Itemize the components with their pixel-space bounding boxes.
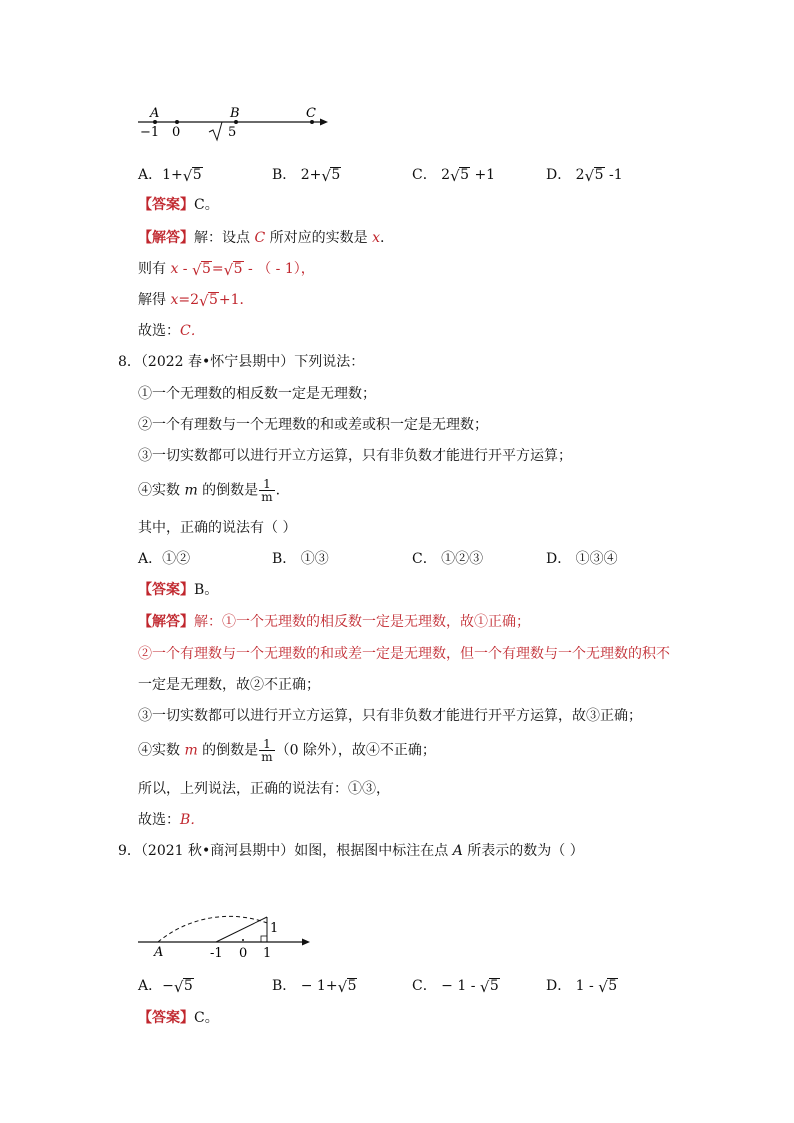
q8-choose: 故选：B．: [138, 812, 205, 828]
tick-minus-one: −1: [140, 125, 160, 140]
sqrt-five-label: 5: [228, 125, 237, 140]
sqrt-symbol: √ 5: [192, 261, 211, 279]
q8-solution-line-1: 【解答】解：①一个无理数的相反数一定是无理数，故①正确；: [138, 614, 530, 630]
q7-option-b: B． 2+ √ 5: [272, 167, 341, 185]
point-a-label: A: [150, 106, 160, 121]
sqrt-symbol: √ 5: [223, 261, 243, 279]
q9-option-a: A．− √ 5: [138, 978, 193, 996]
q7-answer: 【答案】C。: [138, 197, 219, 213]
arc-dashed: [158, 916, 270, 942]
q8-statement-4: ④实数 m 的倒数是 $\frac{1}{m}$ .: [138, 477, 281, 504]
point-b-label: B: [230, 106, 240, 121]
q7-option-a: A．1+ √ 5: [138, 167, 202, 185]
sqrt-symbol: √ 5: [479, 978, 499, 996]
q8-solution-line-2: ②一个有理数与一个无理数的和或差一定是无理数，但一个有理数与一个无理数的积不: [138, 646, 670, 662]
sqrt-symbol: √ 5: [199, 292, 218, 310]
q8-solution-line-5: ④实数 m 的倒数是 $\frac{1}{m}$ （0 除外），故④不正确；: [138, 737, 436, 764]
figure-point-a-label: A: [154, 945, 164, 960]
q8-title: 8．（2022 春•怀宁县期中）下列说法：: [118, 354, 365, 370]
q8-statement-3: ③一切实数都可以进行开立方运算，只有非负数才能进行开平方运算；: [138, 448, 572, 464]
q8-solution-line-6: 所以，上列说法，正确的说法有：①③，: [138, 781, 390, 797]
q9-answer: 【答案】C。: [138, 1010, 219, 1026]
q7-option-d: D． 2 √ 5 -1: [546, 167, 623, 185]
sqrt-symbol: √ 5: [321, 167, 341, 185]
q7-choose: 故选：C．: [138, 323, 205, 339]
sqrt-symbol: √ 5: [598, 978, 618, 996]
fraction: $\frac{1}{m}$: [261, 737, 273, 764]
q9-title: 9．（2021 秋•商河县期中）如图，根据图中标注在点 A 所表示的数为（ ）: [118, 843, 584, 859]
q8-option-a: A．①②: [138, 551, 191, 567]
q9-option-b: B． − 1+ √ 5: [272, 978, 357, 996]
q8-solution-line-4: ③一切实数都可以进行开立方运算，只有非负数才能进行开平方运算，故③正确；: [138, 708, 642, 724]
figure-side-length: 1: [270, 921, 279, 936]
figure-tick-zero: 0: [239, 946, 248, 961]
q8-solution-line-3: 一定是无理数，故②不正确；: [138, 677, 320, 693]
q9-option-d: D． 1 - √ 5: [546, 978, 618, 996]
number-line-figure-2: [130, 868, 320, 964]
q8-answer: 【答案】B。: [138, 582, 219, 598]
q8-question: 其中，正确的说法有（ ）: [138, 520, 297, 536]
q9-option-c: C． − 1 - √ 5: [412, 978, 499, 996]
sqrt-symbol: √ 5: [182, 167, 202, 185]
point-c-label: C: [306, 106, 316, 121]
number-line-figure-1: [130, 100, 340, 148]
q7-option-c: C． 2 √ 5 +1: [412, 167, 496, 185]
q8-statement-2: ②一个有理数与一个无理数的和或差或积一定是无理数；: [138, 417, 488, 433]
sqrt-symbol: √ 5: [450, 167, 469, 185]
q7-solution-line-3: 解得 x=2 √ 5+1．: [138, 292, 254, 310]
q7-solution-line-2: 则有 x - √ 5= √ 5 - （ - 1），: [138, 261, 315, 279]
tick-zero: 0: [172, 125, 181, 140]
q7-solution-line-1: 【解答】解：设点 C 所对应的实数是 x.: [138, 230, 385, 246]
sqrt-symbol: √ 5: [337, 978, 357, 996]
q8-statement-1: ①一个无理数的相反数一定是无理数；: [138, 386, 376, 402]
q8-option-c: C． ①②③: [412, 551, 484, 567]
figure-tick-minus-one: -1: [210, 946, 223, 961]
sqrt-symbol: √ 5: [584, 167, 604, 185]
sqrt-symbol: √ 5: [173, 978, 193, 996]
q8-option-d: D． ①③④: [546, 551, 618, 567]
figure-tick-one: 1: [263, 946, 272, 961]
q8-option-b: B． ①③: [272, 551, 329, 567]
fraction: $\frac{1}{m}$: [261, 477, 273, 504]
